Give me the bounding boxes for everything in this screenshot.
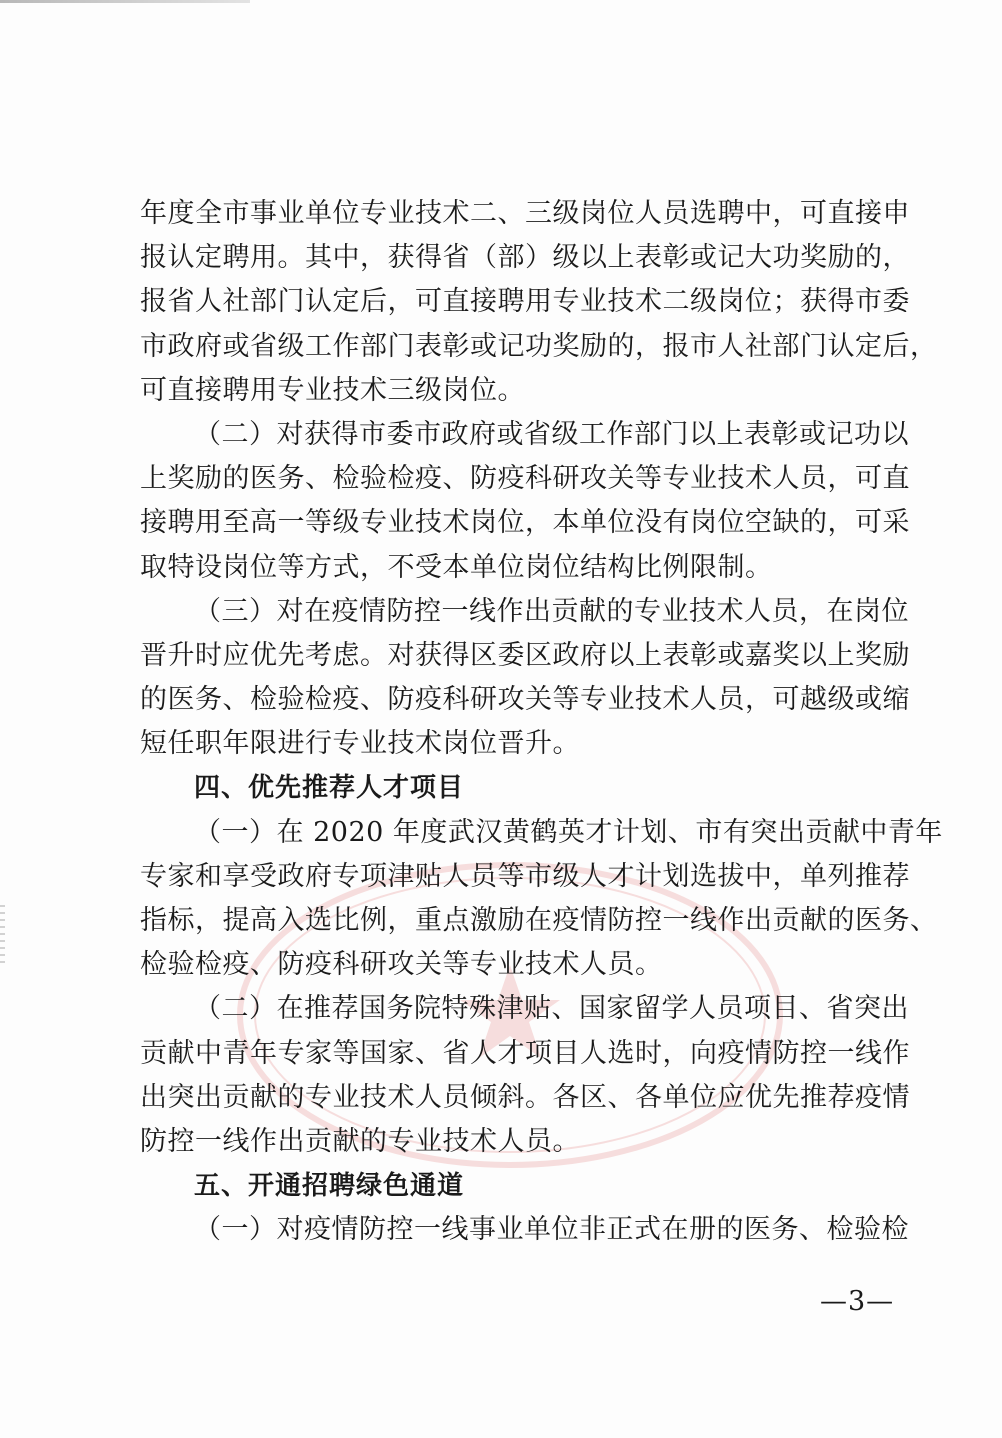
body-line: 年度全市事业单位专业技术二、三级岗位人员选聘中，可直接申 [140, 198, 910, 229]
scan-edge-mark [0, 0, 250, 3]
section-heading: 五、开通招聘绿色通道 [194, 1171, 465, 1202]
body-line: 接聘用至高一等级专业技术岗位，本单位没有岗位空缺的，可采 [140, 507, 910, 539]
paragraph-start-line: （二）对获得市委市政府或省级工作部门以上表彰或记功以 [194, 418, 909, 450]
body-line: 专家和享受政府专项津贴人员等市级人才计划选拔中，单列推荐 [140, 860, 910, 892]
body-line: 市政府或省级工作部门表彰或记功奖励的，报市人社部门认定后， [140, 330, 938, 362]
binding-hole-marks [0, 905, 5, 965]
body-line: 晋升时应优先考虑。对获得区委区政府以上表彰或嘉奖以上奖励 [140, 639, 910, 671]
body-line: 可直接聘用专业技术三级岗位。 [140, 374, 525, 406]
body-line: 短任职年限进行专业技术岗位晋升。 [140, 728, 580, 760]
paragraph-start-line: （一）对疫情防控一线事业单位非正式在册的医务、检验检 [194, 1214, 909, 1246]
paragraph-start-line: （一）在 2020 年度武汉黄鹤英才计划、市有突出贡献中青年 [194, 816, 943, 848]
body-line: 报省人社部门认定后，可直接聘用专业技术二级岗位；获得市委 [140, 286, 910, 318]
body-line: 取特设岗位等方式，不受本单位岗位结构比例限制。 [140, 551, 773, 583]
body-line: 检验检疫、防疫科研攻关等专业技术人员。 [140, 949, 663, 981]
section-heading: 四、优先推荐人才项目 [194, 773, 465, 804]
body-line: 出突出贡献的专业技术人员倾斜。各区、各单位应优先推荐疫情 [140, 1081, 910, 1113]
body-line: 上奖励的医务、检验检疫、防疫科研攻关等专业技术人员，可直 [140, 463, 910, 495]
body-line: 贡献中青年专家等国家、省人才项目人选时，向疫情防控一线作 [140, 1037, 910, 1069]
body-line: 的医务、检验检疫、防疫科研攻关等专业技术人员，可越级或缩 [140, 684, 910, 716]
body-line: 防控一线作出贡献的专业技术人员。 [140, 1125, 580, 1157]
paragraph-start-line: （二）在推荐国务院特殊津贴、国家留学人员项目、省突出 [194, 993, 909, 1025]
page-number: —3— [820, 1286, 895, 1317]
body-line: 报认定聘用。其中，获得省（部）级以上表彰或记大功奖励的， [140, 242, 910, 274]
body-line: 指标，提高入选比例，重点激励在疫情防控一线作出贡献的医务、 [140, 905, 938, 936]
document-body [140, 192, 943, 1253]
paragraph-start-line: （三）对在疫情防控一线作出贡献的专业技术人员，在岗位 [194, 595, 909, 627]
